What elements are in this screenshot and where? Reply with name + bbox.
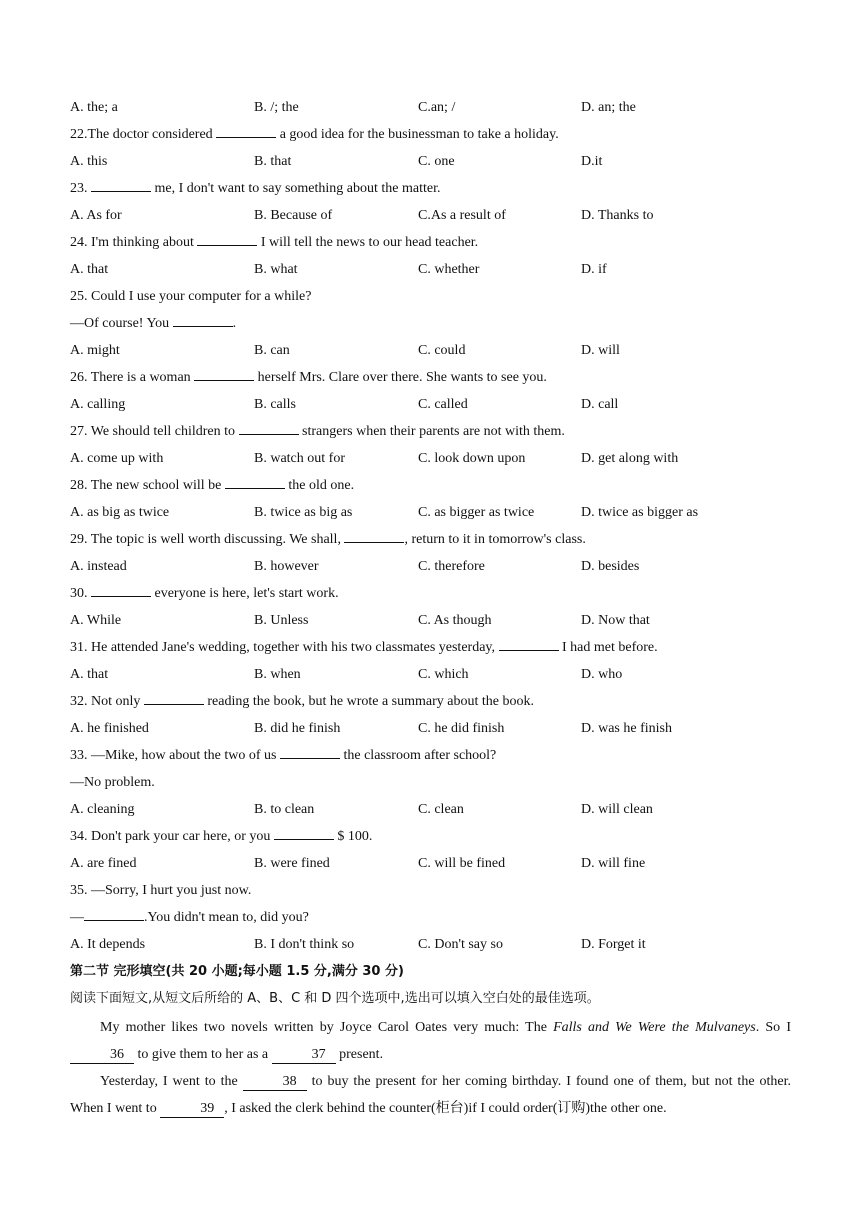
blank-39: 39 — [160, 1101, 224, 1118]
answer-blank — [239, 434, 299, 435]
question-29-stem: 29. The topic is well worth discussing. We shall, , return to it in tomorrow's class. — [70, 532, 586, 547]
option-b: B. can — [254, 343, 290, 358]
passage-paragraph-1: My mother likes two novels written by Joyce Carol Oates very much: The Falls and We Were the Mulvaneys. So I 36 to give them to her as a 37 present. — [70, 1014, 791, 1068]
question-33-stem: 33. —Mike, how about the two of us the classroom after school? — [70, 748, 497, 763]
question-28-stem: 28. The new school will be the old one. — [70, 478, 355, 493]
option-row-22 — [70, 152, 790, 172]
option-a: A. As for — [70, 208, 122, 223]
answer-blank — [344, 542, 404, 543]
option-c: C. could — [418, 343, 466, 358]
blank-38: 38 — [243, 1074, 307, 1091]
option-d: D. twice as bigger as — [581, 505, 699, 520]
question-22-stem: 22.The doctor considered a good idea for the businessman to take a holiday. — [70, 127, 559, 142]
option-d: D. call — [581, 397, 619, 412]
option-row-30 — [70, 611, 790, 631]
option-b: B. did he finish — [254, 721, 341, 736]
option-a: A. as big as twice — [70, 505, 170, 520]
blank-37: 37 — [272, 1047, 336, 1064]
option-row-34 — [70, 854, 790, 874]
option-b: B. what — [254, 262, 298, 277]
option-c: C. called — [418, 397, 468, 412]
novel-titles: Falls and We Were the Mulvaneys — [553, 1020, 756, 1035]
option-a: A. cleaning — [70, 802, 135, 817]
option-row-35 — [70, 935, 790, 955]
option-c: C.an; / — [418, 100, 456, 115]
option-row-21 — [70, 98, 790, 118]
option-b: B. /; the — [254, 100, 299, 115]
option-c: C. therefore — [418, 559, 485, 574]
option-row-29 — [70, 557, 790, 577]
answer-blank — [499, 650, 559, 651]
option-c: C. whether — [418, 262, 480, 277]
option-d: D. Forget it — [581, 937, 646, 952]
option-d: D. besides — [581, 559, 640, 574]
blank-36: 36 — [70, 1047, 134, 1064]
option-d: D. Now that — [581, 613, 650, 628]
section-heading: 第二节 完形填空(共 20 小题;每小题 1.5 分,满分 30 分) — [70, 964, 404, 979]
answer-blank — [274, 839, 334, 840]
option-b: B. watch out for — [254, 451, 345, 466]
question-34-stem: 34. Don't park your car here, or you $ 100. — [70, 829, 373, 844]
question-33-reply: —No problem. — [70, 775, 155, 790]
question-27-stem: 27. We should tell children to strangers when their parents are not with them. — [70, 424, 565, 439]
question-31-stem: 31. He attended Jane's wedding, together with his two classmates yesterday, I had met before. — [70, 640, 658, 655]
option-c: C. Don't say so — [418, 937, 503, 952]
option-row-25 — [70, 341, 790, 361]
question-26-stem: 26. There is a woman herself Mrs. Clare over there. She wants to see you. — [70, 370, 547, 385]
option-b: B. Because of — [254, 208, 333, 223]
option-b: B. that — [254, 154, 292, 169]
option-c: C. will be fined — [418, 856, 506, 871]
question-25-reply: —Of course! You . — [70, 316, 237, 331]
option-b: B. Unless — [254, 613, 309, 628]
answer-blank — [91, 191, 151, 192]
option-row-28 — [70, 503, 790, 523]
option-row-32 — [70, 719, 790, 739]
answer-blank — [216, 137, 276, 138]
question-30-stem: 30. everyone is here, let's start work. — [70, 586, 339, 601]
option-c: C. As though — [418, 613, 492, 628]
question-24-stem: 24. I'm thinking about I will tell the news to our head teacher. — [70, 235, 479, 250]
option-a: A. calling — [70, 397, 126, 412]
option-b: B. calls — [254, 397, 296, 412]
option-b: B. to clean — [254, 802, 315, 817]
option-a: A. might — [70, 343, 120, 358]
answer-blank — [280, 758, 340, 759]
answer-blank — [225, 488, 285, 489]
option-row-33 — [70, 800, 790, 820]
option-d: D.it — [581, 154, 603, 169]
answer-blank — [194, 380, 254, 381]
option-c: C. look down upon — [418, 451, 526, 466]
answer-blank — [197, 245, 257, 246]
option-row-27 — [70, 449, 790, 469]
option-c: C. clean — [418, 802, 464, 817]
option-d: D. will fine — [581, 856, 646, 871]
option-c: C.As a result of — [418, 208, 506, 223]
option-b: B. were fined — [254, 856, 330, 871]
option-c: C. as bigger as twice — [418, 505, 535, 520]
option-d: D. Thanks to — [581, 208, 654, 223]
question-35-reply: — .You didn't mean to, did you? — [70, 910, 309, 925]
passage-paragraph-2: Yesterday, I went to the 38 to buy the present for her coming birthday. I found one of them, but not the other. When I went to 39 , I asked the clerk behind the counter(柜台)if I could order(订购)the other one. — [70, 1074, 791, 1116]
option-a: A. are fined — [70, 856, 137, 871]
option-d: D. get along with — [581, 451, 679, 466]
option-d: D. will clean — [581, 802, 653, 817]
option-a: A. he finished — [70, 721, 149, 736]
option-d: D. if — [581, 262, 607, 277]
option-c: C. which — [418, 667, 469, 682]
option-row-24 — [70, 260, 790, 280]
option-b: B. I don't think so — [254, 937, 355, 952]
question-25-stem: 25. Could I use your computer for a while? — [70, 289, 312, 304]
option-a: A. this — [70, 154, 108, 169]
option-c: C. one — [418, 154, 455, 169]
option-a: A. that — [70, 262, 109, 277]
option-b: B. when — [254, 667, 301, 682]
answer-blank — [144, 704, 204, 705]
option-d: D. was he finish — [581, 721, 672, 736]
option-a: A. that — [70, 667, 109, 682]
section-instruction: 阅读下面短文,从短文后所给的 A、B、C 和 D 四个选项中,选出可以填入空白处的最佳选项。 — [70, 991, 600, 1006]
option-a: A. While — [70, 613, 122, 628]
option-row-23 — [70, 206, 790, 226]
option-a: A. It depends — [70, 937, 146, 952]
option-a: A. instead — [70, 559, 127, 574]
option-a: A. the; a — [70, 100, 118, 115]
question-23-stem: 23. me, I don't want to say something about the matter. — [70, 181, 441, 196]
option-b: B. twice as big as — [254, 505, 353, 520]
option-row-31 — [70, 665, 790, 685]
option-d: D. will — [581, 343, 620, 358]
question-32-stem: 32. Not only reading the book, but he wrote a summary about the book. — [70, 694, 534, 709]
option-c: C. he did finish — [418, 721, 505, 736]
answer-blank — [91, 596, 151, 597]
option-b: B. however — [254, 559, 319, 574]
answer-blank — [84, 920, 144, 921]
answer-blank — [173, 326, 233, 327]
option-d: D. who — [581, 667, 623, 682]
option-a: A. come up with — [70, 451, 164, 466]
option-d: D. an; the — [581, 100, 636, 115]
question-35-stem: 35. —Sorry, I hurt you just now. — [70, 883, 252, 898]
option-row-26 — [70, 395, 790, 415]
